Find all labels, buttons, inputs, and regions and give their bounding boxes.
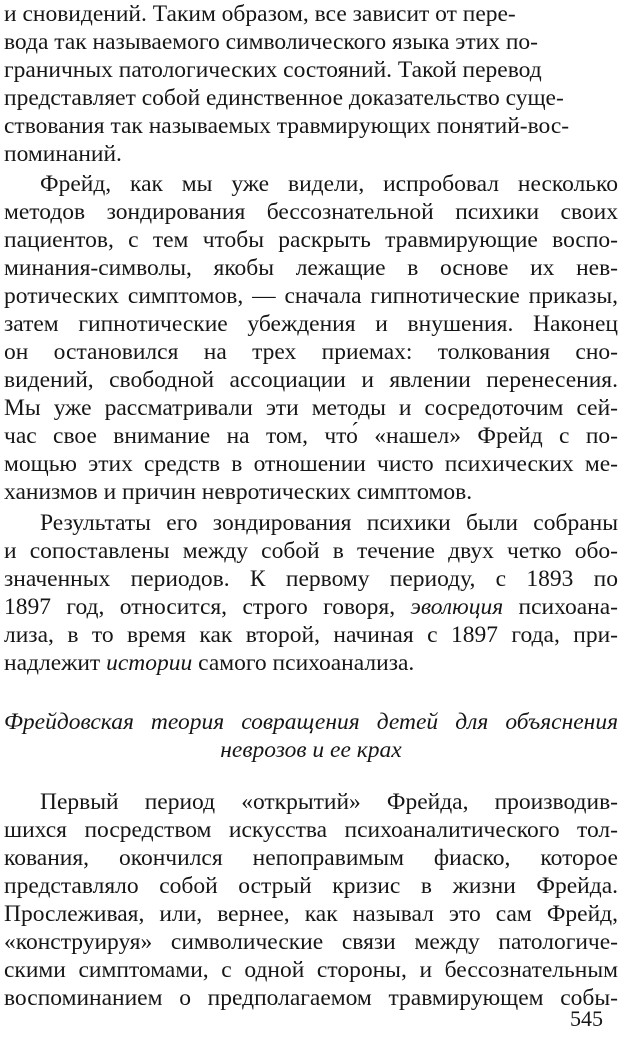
text-line: минания-символы, якобы лежащие в основе их нев- (4, 255, 618, 281)
text-run: психоана- (503, 594, 618, 620)
text-run: 1897 год, относится, строго говоря, (4, 594, 411, 620)
heading-line: Фрейдовская теория совращения детей для объяснения (4, 709, 618, 735)
text-line: час свое внимание на том, что́ «нашел» Фрейд с по- (4, 423, 618, 449)
text-line: мощью этих средств в отношении чисто психических ме- (4, 451, 618, 477)
text-line: шихся посредством искусства психоаналитического тол- (4, 817, 618, 843)
text-line: методов зондирования бессознательной психики своих (4, 199, 618, 225)
text-line: Фрейд, как мы уже видели, испробовал несколько (40, 171, 618, 197)
text-line: Прослеживая, или, вернее, как называл это сам Фрейд, (4, 901, 618, 927)
text-run: самого психоанализа. (192, 650, 415, 676)
text-line: ствования так называемых травмирующих понятий-вос- (4, 113, 570, 139)
text-line: Результаты его зондирования психики были собраны (40, 510, 618, 536)
book-page (4, 0, 618, 1051)
text-line: видений, свободной ассоциации и явлении перенесения. (4, 367, 618, 393)
text-line: ротических симптомов, — сначала гипнотические приказы, (4, 283, 618, 309)
text-line: воспоминанием о предполагаемом травмирующем собы- (4, 985, 618, 1011)
text-line: кования, окончился непоправимым фиаско, которое (4, 845, 618, 871)
text-line: ханизмов и причин невротических симптомов. (4, 479, 473, 505)
text-line: Первый период «открытий» Фрейда, производив- (40, 789, 618, 815)
text-line: представляло собой острый кризис в жизни Фрейда. (4, 873, 618, 899)
text-line: он остановился на трех приемах: толкования сно- (4, 339, 618, 365)
text-line: скими симптомами, с одной стороны, и бессознательным (4, 957, 618, 983)
text-line (4, 593, 618, 621)
text-line: «конструируя» символические связи между патологиче- (4, 929, 618, 955)
text-line: представляет собой единственное доказательство суще- (4, 85, 564, 111)
text-line: граничных патологических состояний. Такой перевод (4, 57, 542, 83)
text-line: лиза, в то время как второй, начиная с 1897 года, при- (4, 622, 618, 648)
text-line: и сопоставлены между собой в течение двух четко обо- (4, 538, 618, 564)
text-line (4, 649, 414, 677)
text-line: значенных периодов. К первому периоду, с 1893 по (4, 566, 618, 592)
text-line: поминаний. (4, 141, 122, 167)
text-line: затем гипнотические убеждения и внушения. Наконец (4, 311, 618, 337)
page-number: 545 (570, 1006, 603, 1031)
text-line: вода так называемого символического языка этих по- (4, 29, 539, 55)
text-line: Мы уже рассматривали эти методы и сосредоточим сей- (4, 395, 618, 421)
text-line: пациентов, с тем чтобы раскрыть травмирующие воспо- (4, 227, 618, 253)
text-run: надлежит (4, 650, 107, 676)
italic-term: эволюция (410, 594, 504, 620)
heading-line: неврозов и ее крах (220, 737, 402, 763)
text-line: и сновидений. Таким образом, все зависит от пере- (4, 1, 516, 27)
italic-term: истории (106, 650, 193, 676)
